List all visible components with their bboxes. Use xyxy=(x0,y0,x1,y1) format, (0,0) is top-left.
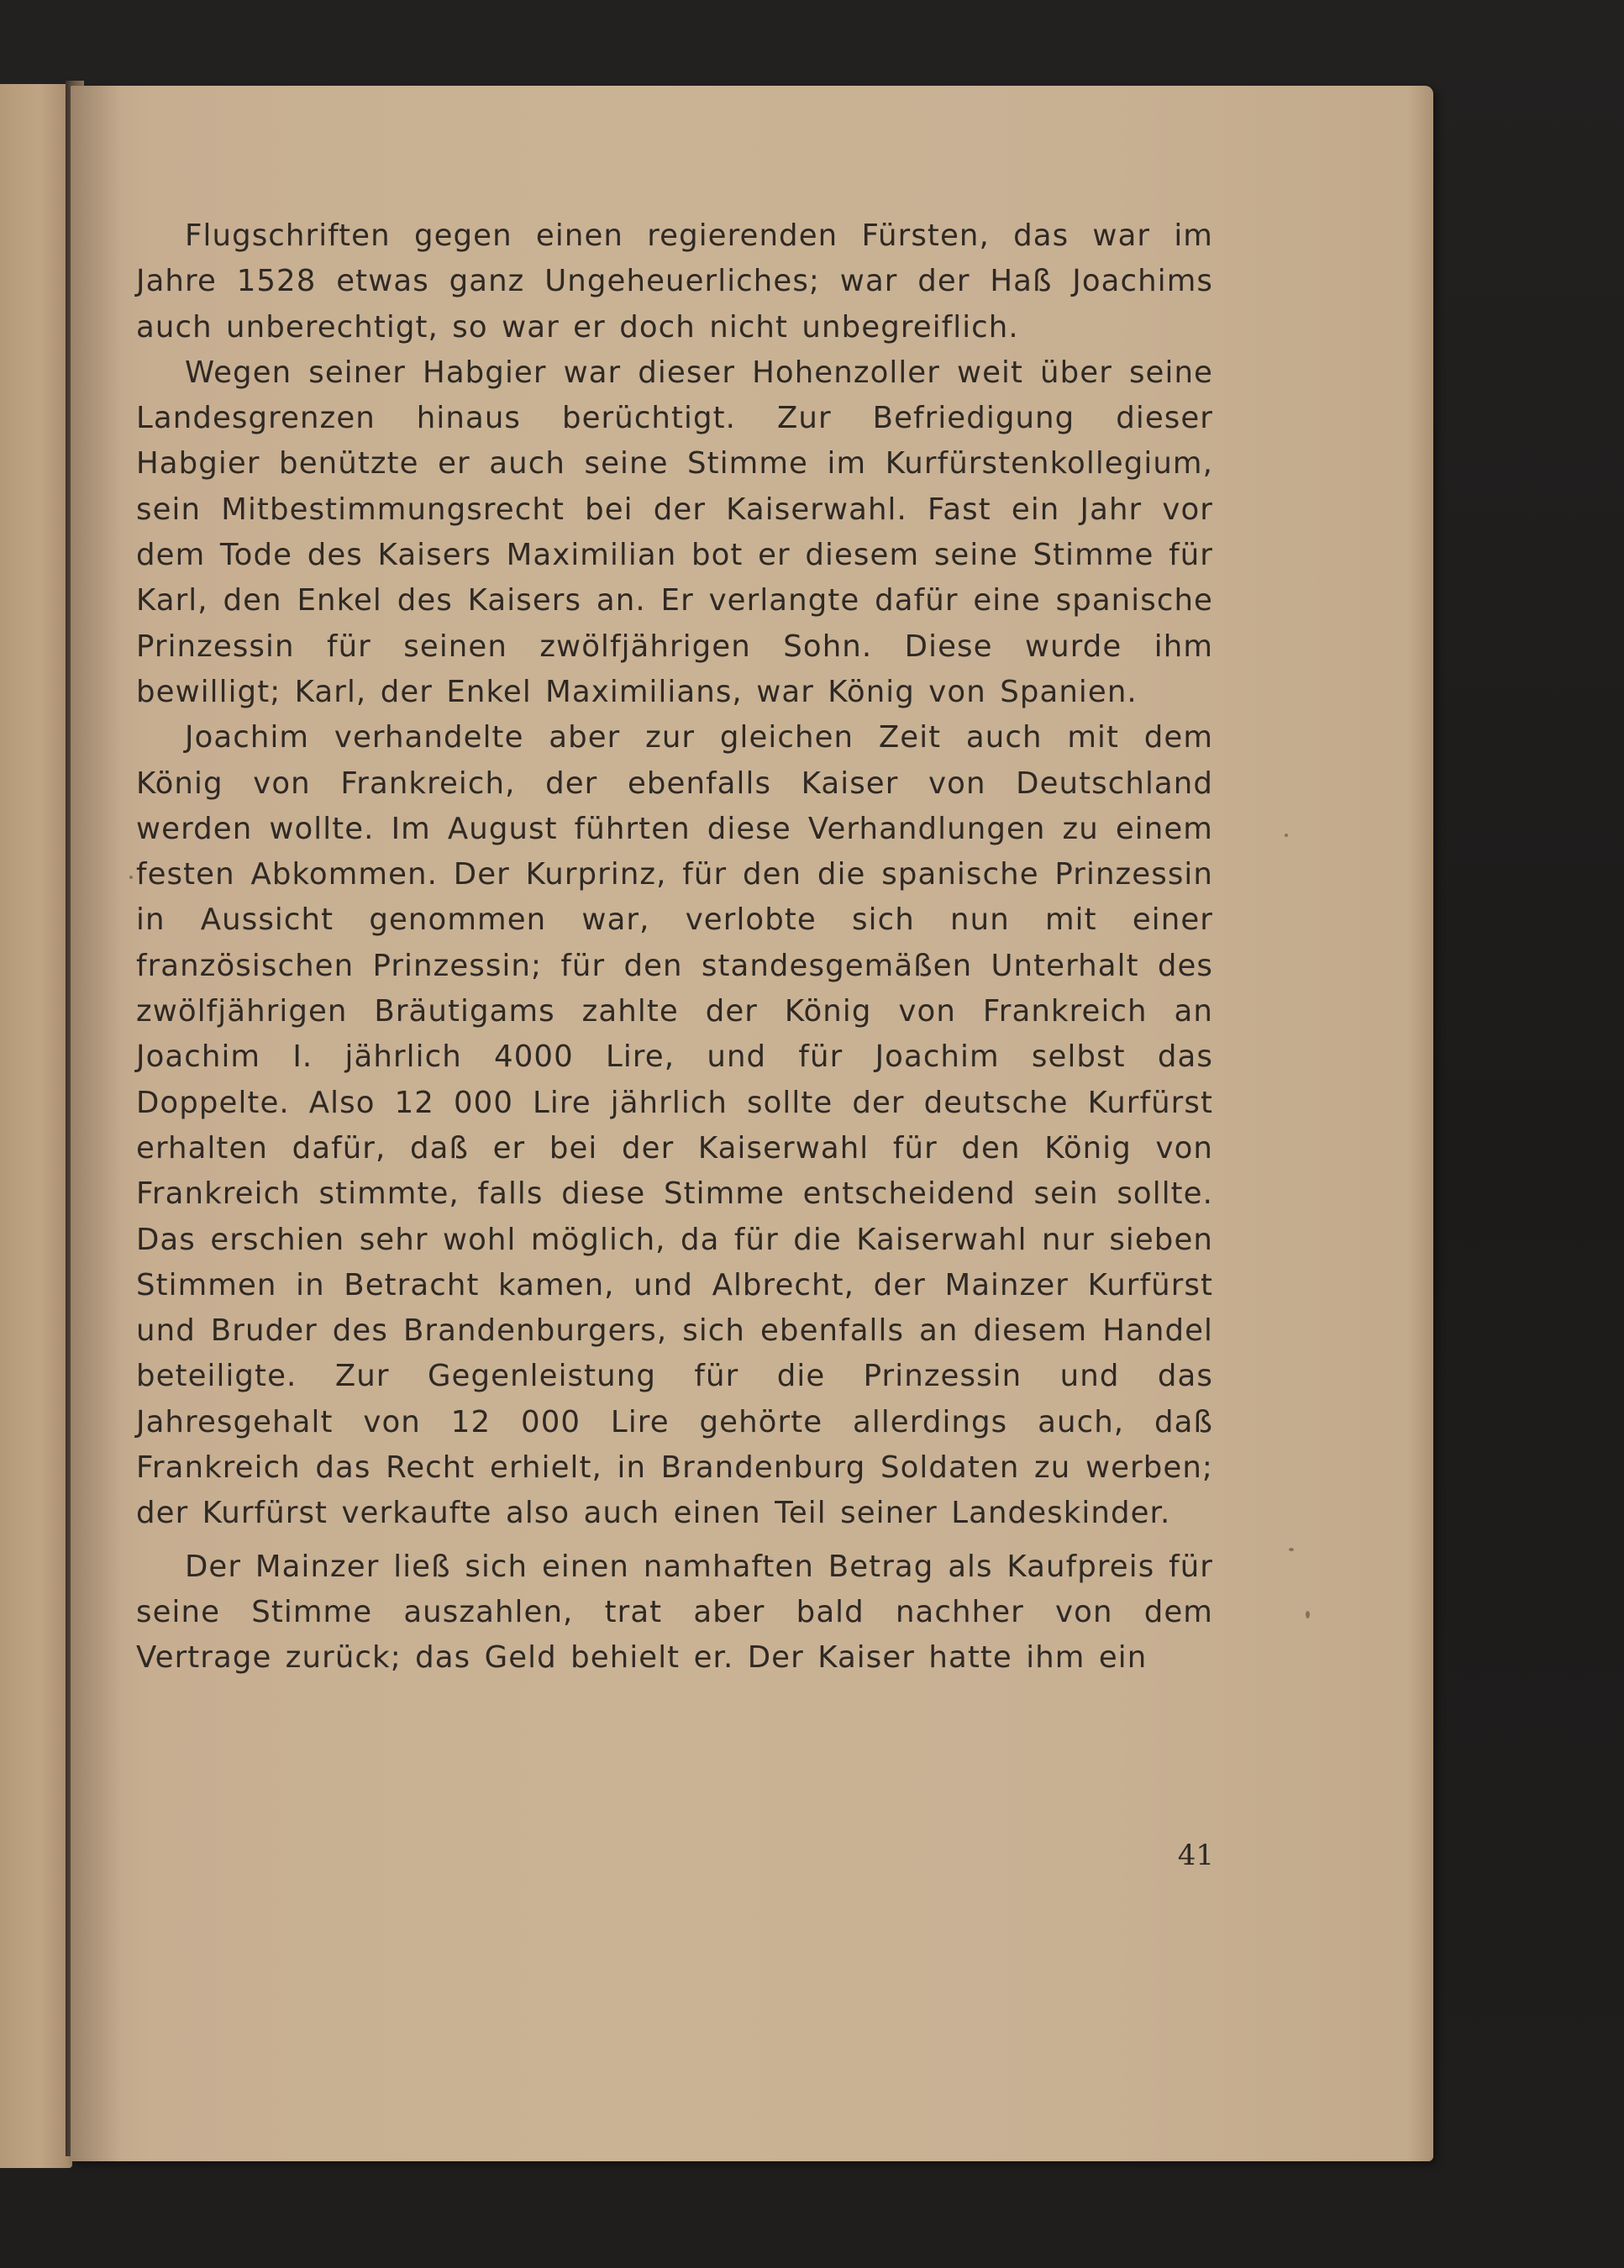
paragraph: Joachim verhandelte aber zur gleichen Zeit auch mit dem König von Frankreich, der ebenfalls Kaiser von Deutschland werden wollte. Im August führten diese Verhandlungen zu einem festen Abkommen. Der Kurprinz, für den die spanische Prinzessin in Aussicht genommen war, verlobte sich nun mit einer französischen Prinzessin; für den standesgemäßen Unterhalt des zwölfjährigen Bräutigams zahlte der König von Frankreich an Joachim I. jährlich 4000 Lire, und für Joachim selbst das Doppelte. Also 12 000 Lire jährlich sollte der deutsche Kurfürst erhalten dafür, daß er bei der Kaiserwahl für den König von Frankreich stimmte, falls diese Stimme entscheidend sein sollte. Das erschien sehr wohl möglich, da für die Kaiserwahl nur sieben Stimmen in Betracht kamen, und Albrecht, der Mainzer Kurfürst und Bruder des Brandenburgers, sich ebenfalls an diesem Handel beteiligte. Zur Gegenleistung für die Prinzessin und das Jahresgehalt von 12 000 Lire gehörte allerdings auch, daß Frankreich das Recht erhielt, in Brandenburg Soldaten zu werben; der Kurfürst verkaufte also auch einen Teil seiner Landeskinder. xyxy=(136,720,1213,1531)
body-text xyxy=(136,213,1213,1681)
paper-speck xyxy=(1285,834,1288,837)
paragraph: Wegen seiner Habgier war dieser Hohenzoller weit über seine Landesgrenzen hinaus berüchtigt. Zur Befriedigung dieser Habgier benützte er auch seine Stimme im Kurfürstenkollegium, sein Mitbestimmungsrecht bei der Kaiserwahl. Fast ein Jahr vor dem Tode des Kaisers Maximilian bot er diesem seine Stimme für Karl, den Enkel des Kaisers an. Er verlangte dafür eine spanische Prinzessin für seinen zwölfjährigen Sohn. Diese wurde ihm bewilligt; Karl, der Enkel Maximilians, war König von Spanien. xyxy=(136,355,1213,709)
facing-page-edge xyxy=(0,84,72,2168)
paper-speck xyxy=(129,876,133,879)
paragraph: Der Mainzer ließ sich einen namhaften Betrag als Kaufpreis für seine Stimme auszahlen, trat aber bald nachher von dem Vertrage zurück; das Geld behielt er. Der Kaiser hatte ihm ein xyxy=(136,1549,1213,1676)
paper-speck xyxy=(1306,1611,1310,1618)
page-number: 41 xyxy=(1177,1839,1214,1872)
paper-speck xyxy=(1289,1548,1294,1551)
paragraph: Flugschriften gegen einen regierenden Fürsten, das war im Jahre 1528 etwas ganz Ungeheuerliches; war der Haß Joachims auch unberechtigt, so war er doch nicht unbegreiflich. xyxy=(136,218,1213,345)
